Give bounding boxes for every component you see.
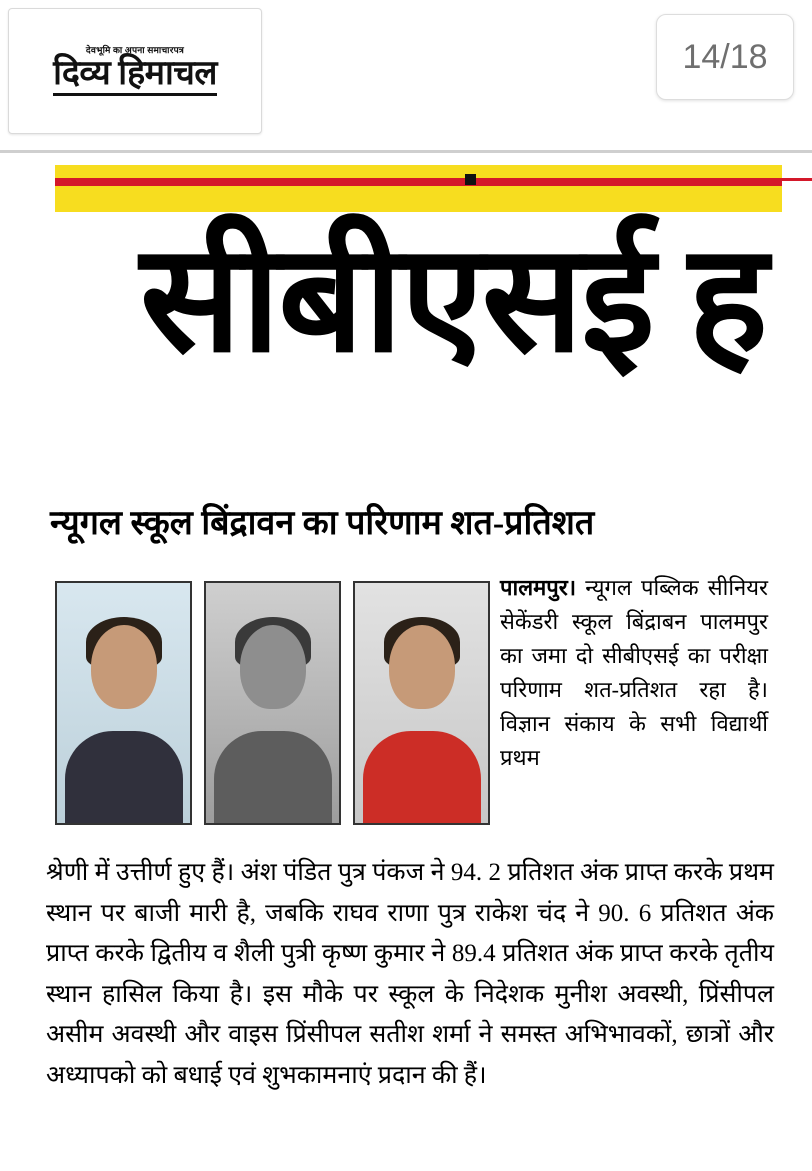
photo-strip (55, 581, 490, 825)
student-photo-3 (353, 581, 490, 825)
article-body-text: श्रेणी में उत्तीर्ण हुए हैं। अंश पंडित पुत्र पंकज ने 94. 2 प्रतिशत अंक प्राप्त करके प्रथम स्थान पर बाजी मारी है, जबकि राघव राणा पुत्र राकेश चंद ने 90. 6 प्रतिशत अंक प्राप्त करके द्वितीय व शैली पुत्री कृष्ण कुमार ने 89.4 प्रतिशत अंक प्राप्त करके तृतीय स्थान हासिल किया है। इस मौके पर स्कूल के निदेशक मुनीश अवस्थी, प्रिंसीपल असीम अवस्थी और वाइस प्रिंसीपल सतीश शर्मा ने समस्त अभिभावकों, छात्रों और अध्यापको को बधाई एवं शुभकामनाएं प्रदान की हैं। (46, 859, 774, 1089)
rule-yellow-top (55, 165, 782, 178)
masthead-brand: दिव्य हिमाचल (53, 57, 217, 96)
article-dateline: पालमपुर। (500, 575, 577, 600)
article-lead-column (500, 571, 768, 776)
article-subheadline: न्यूगल स्कूल बिंद्रावन का परिणाम शत-प्रतिशत (50, 505, 595, 542)
rule-red-line (55, 178, 782, 186)
masthead-tagline: देवभूमि का अपना समाचारपत्र (85, 45, 185, 55)
photo-head-shape (389, 625, 455, 709)
masthead (53, 46, 217, 96)
newspaper-clipping[interactable] (0, 153, 812, 1171)
photo-head-shape (91, 625, 157, 709)
photo-head-shape (240, 625, 306, 709)
student-photo-1 (55, 581, 192, 825)
student-photo-2 (204, 581, 341, 825)
rule-red-edge (782, 178, 812, 181)
decorative-rule-band (55, 165, 782, 213)
square-marker-icon (465, 174, 476, 185)
photo-body-shape (65, 731, 183, 823)
newspaper-masthead-card (8, 8, 262, 134)
page-indicator[interactable]: 14/18 (656, 14, 794, 100)
rule-yellow-bottom (55, 186, 782, 212)
article-lead-text: न्यूगल पब्लिक सीनियर सेकेंडरी स्कूल बिंद्राबन पालमपुर का जमा दो सीबीएसई का परीक्षा परिणाम शत-प्रतिशत रहा है। विज्ञान संकाय के सभी विद्यार्थी प्रथम (500, 575, 768, 771)
photo-body-shape (214, 731, 332, 823)
photo-body-shape (363, 731, 481, 823)
viewer-top-bar (0, 0, 812, 153)
article-headline: सीबीएसई ह (140, 217, 766, 383)
